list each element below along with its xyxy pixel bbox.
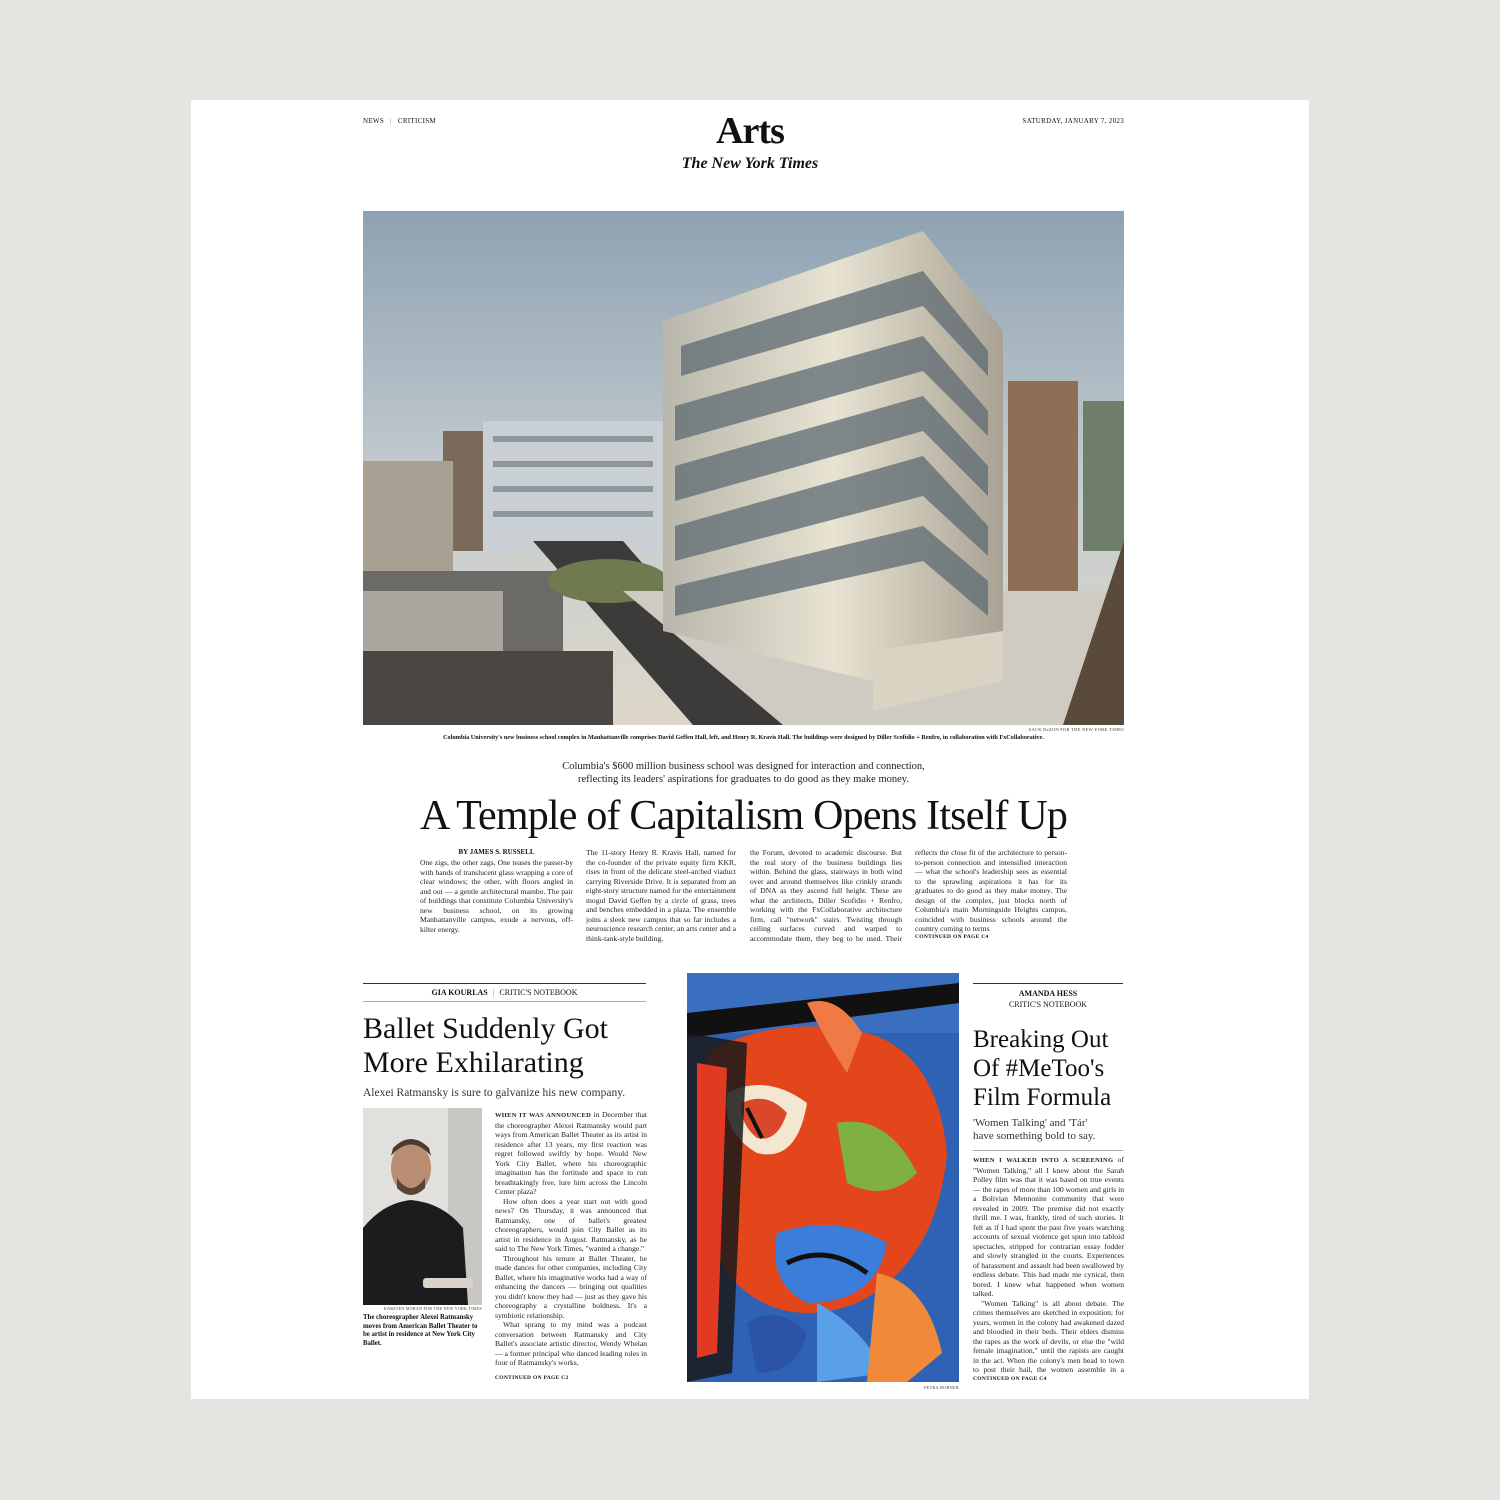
lead-deck-line-2: reflecting its leaders' aspirations for graduates to do good as they make money. — [578, 774, 909, 785]
lead-column-4 — [915, 848, 1067, 944]
film-author[interactable]: AMANDA HESS — [1018, 989, 1078, 998]
nav-news[interactable]: NEWS — [363, 117, 385, 125]
lead-byline: BY JAMES S. RUSSELL — [458, 848, 535, 856]
nav-separator: | — [390, 117, 392, 125]
ballet-body-1: in December that the choreographer Alexei Ratmansky would part ways from American Ballet Theater as its artist in residence after 13 years, my first reaction was regret followed swiftly by hope. Would New York City Ballet, where his choreographic imagination has the fortitude and space to run breathtakingly free, lure him across the Lincoln Center plaza? — [495, 1110, 647, 1196]
film-headline-line-1: Breaking Out — [973, 1026, 1109, 1053]
film-lead-in: WHEN I WALKED INTO A SCREENING — [973, 1157, 1114, 1164]
film-body-1: of "Women Talking," all I knew about the Sarah Polley film was that it was based on true events — the rapes of more than 100 women and girls in a Bolivian Mennonite community that were revealed in 2009. The premise did not exactly thrill me. I was, frankly, tired of such stories. It felt as if I had spent the past five years watching accounts of sexual violence get spun into tabloid spectacles, stripped for contrarian essay fodder and slowly strangled in the courts. Experiences of harassment and assault had been swallowed by endless debate. This had made me cynical, then bored. I knew what happened when women talked. — [973, 1155, 1124, 1298]
film-artwork — [687, 973, 959, 1382]
ballet-kicker: CRITIC'S NOTEBOOK — [499, 988, 578, 997]
lead-deck — [363, 760, 1124, 786]
ballet-body-2: How often does a year start out with good news? On Thursday, it was announced that Ratmansky, one of ballet's greatest choreographers, would join City Ballet as its artist in residence in August. Ratmansky, as he said to The New York Times, "wanted a change." — [495, 1196, 647, 1253]
film-headline[interactable] — [973, 1025, 1128, 1112]
film-deck-rule — [973, 1150, 1123, 1151]
film-body — [973, 1155, 1124, 1387]
newspaper-page — [191, 100, 1309, 1399]
ballet-body — [495, 1110, 647, 1392]
ballet-lead-in: WHEN IT WAS ANNOUNCED — [495, 1112, 592, 1119]
film-body-text — [973, 1155, 1124, 1375]
film-headline-line-2: Of #MeToo's — [973, 1055, 1105, 1082]
film-headline-line-3: Film Formula — [973, 1084, 1112, 1111]
lead-photo-caption: Columbia University's new business school complex in Manhattanville comprises David Geffen Hall, left, and Henry R. Kravis Hall. The buildings were designed by Diller Scofidio + Renfro, in collaboration with FxCollaborative. — [443, 734, 1044, 741]
ballet-body-text — [495, 1110, 647, 1374]
film-kicker: CRITIC'S NOTEBOOK — [1008, 1000, 1088, 1009]
film-body-2: "Women Talking" is all about debate. The crimes themselves are sketched in exposition; for years, women in the colony had awakened dazed and bloodied in their beds. Their elders dismiss the rapes as the work of devils, or else the "wild female imagination," until the rapists are caught in the act. When the colony's men head to town to post their bail, the women assemble in a — [973, 1298, 1124, 1374]
painting-illustration — [687, 973, 959, 1382]
ballet-top-rule — [363, 983, 646, 984]
ballet-headline-line-1: Ballet Suddenly Got — [363, 1012, 608, 1045]
lead-photo-credit: ZACK DeZON FOR THE NEW YORK TIMES — [1028, 727, 1124, 732]
lead-col4-text: reflects the close fit of the architecture to person-to-person connection and intensified interaction — what the school's leadership sees as essential to the sprawling aspirations it has for its graduates to do good as they make money. The design of the complex, just blocks north of Columbia's main Morningside Heights campus, coincided with business schools around the country coming to terms — [915, 848, 1067, 933]
ballet-body-3: Throughout his tenure at Ballet Theater, he made dances for other companies, including City Ballet, where his imaginative works had a way of enhancing the dancers — bringing out qualities you didn't know they had — just as they gave his choreography a crystalline boldness. It's a symbiotic relationship. — [495, 1253, 647, 1320]
lead-col3-text: the Forum, devoted to academic discourse. But the real story of the business buildings lies within. Behind the glass, stairways in both wind over and around themselves like crinkly strands of DNA as they ascend full height. These are what the architects, Diller Scofidio + Renfro, working with the FxCollaborative architecture firm, call "network" stairs. Twisting through ceiling surfaces curved and warped to accommodate them, they beg to be used. Their — [750, 848, 902, 943]
film-deck-line-1: 'Women Talking' and 'Tár' — [973, 1117, 1088, 1129]
ballet-photo-caption: The choreographer Alexei Ratmansky moves from American Ballet Theater to be artist in residence at New York City Ballet. — [363, 1314, 478, 1347]
lead-column-1 — [420, 848, 573, 944]
lead-headline[interactable]: A Temple of Capitalism Opens Itself Up — [419, 793, 1068, 839]
film-continued-link[interactable]: CONTINUED ON PAGE C4 — [973, 1376, 1047, 1382]
section-title: Arts — [716, 110, 784, 152]
ballet-body-4: What sprang to my mind was a podcast conversation between Ratmansky and City Ballet's associate artistic director, Wendy Whelan — a former principal who danced leading roles in four of Ratmansky's works, — [495, 1320, 647, 1367]
building-photo-illustration — [363, 211, 1124, 725]
ballet-rubric-rule — [363, 1001, 646, 1002]
lead-col2-text: The 11-story Henry R. Kravis Hall, named for the co-founder of the private equity firm KKR, rises in front of the delicate steel-arched viaduct carrying Riverside Drive. It is separated from an eight-story structure named for the entertainment mogul David Geffen by a circle of grass, trees and benches embedded in a plaza. The ensemble joins a sleek new campus that so far includes a neuroscience research center, an arts center and a think-tank-style building, — [586, 848, 736, 943]
lead-continued-link[interactable]: CONTINUED ON PAGE C4 — [915, 934, 989, 940]
ballet-headline-line-2: More Exhilarating — [363, 1046, 584, 1079]
film-rubric — [973, 988, 1123, 1010]
film-deck — [973, 1117, 1123, 1143]
ballet-headline[interactable] — [363, 1012, 653, 1080]
film-art-credit: PETRA BORNER — [924, 1385, 959, 1390]
portrait-illustration — [363, 1108, 482, 1305]
film-deck-line-2: have something bold to say. — [973, 1130, 1096, 1142]
ballet-rubric-separator: | — [492, 988, 495, 997]
film-top-rule — [973, 983, 1123, 984]
ballet-photo — [363, 1108, 482, 1305]
nav-criticism[interactable]: CRITICISM — [397, 117, 436, 125]
date-line: SATURDAY, JANUARY 7, 2023 — [1022, 117, 1124, 125]
ballet-photo-credit: KARSTEN MORAN FOR THE NEW YORK TIMES — [383, 1306, 482, 1311]
ballet-continued-link[interactable]: CONTINUED ON PAGE C2 — [495, 1375, 569, 1381]
ballet-author[interactable]: GIA KOURLAS — [431, 988, 488, 997]
section-nav — [363, 117, 436, 125]
lead-photo — [363, 211, 1124, 725]
masthead-logo: The New York Times — [681, 155, 819, 172]
ballet-deck: Alexei Ratmansky is sure to galvanize his new company. — [363, 1087, 626, 1099]
lead-deck-line-1: Columbia's $600 million business school was designed for interaction and connection, — [562, 761, 925, 772]
ballet-rubric — [363, 988, 646, 997]
lead-col1-text: One zigs, the other zags. One teases the passer-by with bands of translucent glass wrapping a core of clear windows; the other, with floors angled in and out — a gentle architectural mambo. The pair of buildings that constitute Columbia University's new business school, on its growing Manhattanville campus, exude a nervous, off-kilter energy. — [420, 858, 573, 934]
